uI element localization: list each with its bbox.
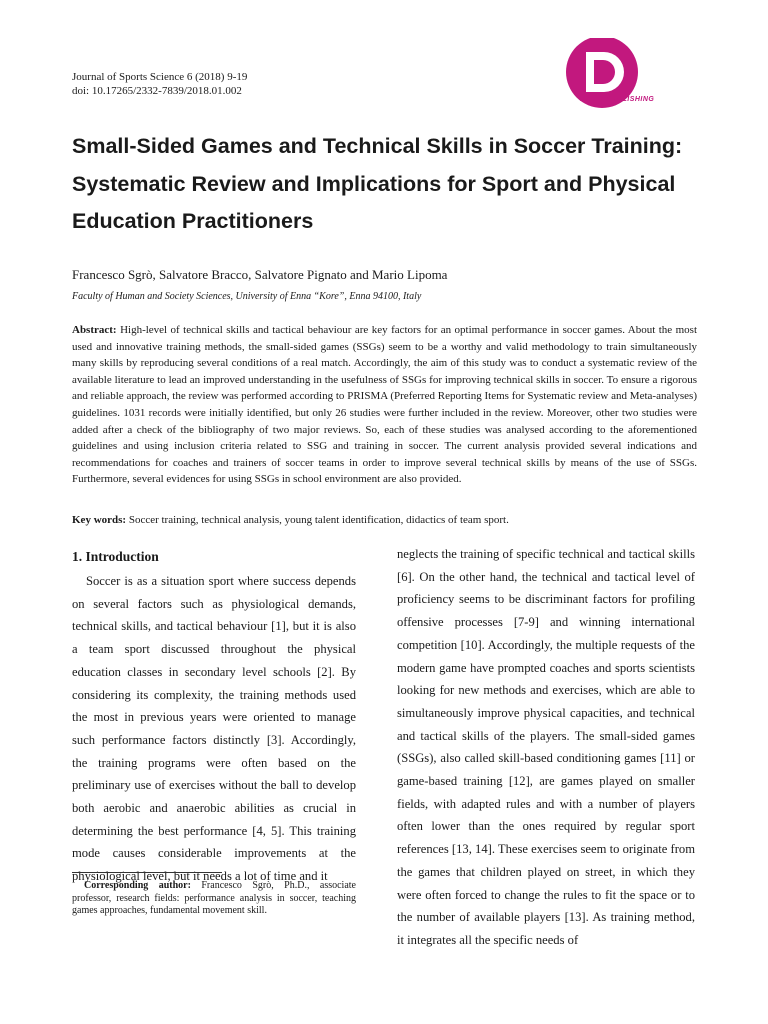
publisher-logo-text: DAVID PUBLISHING bbox=[580, 96, 655, 103]
corresponding-author-footnote bbox=[72, 880, 356, 918]
abstract bbox=[72, 322, 697, 488]
affiliation: Faculty of Human and Society Sciences, University of Enna “Kore”, Enna 94100, Italy bbox=[72, 291, 422, 302]
keywords bbox=[72, 513, 697, 527]
introduction-paragraph-left: Soccer is as a situation sport where success depends on several factors such as physiological demands, technical skills, and tactical behaviour [1], but it is also a team sport discussed throughout the physical education classes in secondary level schools [2]. By considering its complexity, the training methods used the most in previous years were oriented to manage such performance factors distinctly [3]. Accordingly, the training programs were often based on the preliminary use of exercises without the ball to develop both aerobic and anaerobic abilities as crucial in determining the best performance [4, 5]. This training mode causes considerable improvements at the physiological level, but it needs a lot of time and it bbox=[72, 574, 356, 884]
left-column bbox=[72, 546, 356, 888]
section-heading-introduction: 1. Introduction bbox=[72, 549, 159, 564]
abstract-label: Abstract: bbox=[72, 324, 117, 336]
introduction-paragraph-right: neglects the training of specific technical and tactical skills [6]. On the other hand, the technical and tactical level of proficiency seems to be discriminant factors for profiling offensive processes [7-9] and winning international competition [10]. Accordingly, the multiple requests of the modern game have prompted coaches and sports scientists looking for new methods and exercises, which are able to simultaneously improve physical capacities, and technical and tactical skills of the players. The small-sided games (SSGs), also called skill-based conditioning games [11] or game-based training [12], are games played on smaller fields, with adapted rules and with a number of players often lower than the ones required by regular sport references [13, 14]. These exercises seem to originate from the games that children played on street, in which they were often forced to change the rules to fit the space or to the number of available players [13]. As training method, it integrates all the specific needs of bbox=[397, 547, 695, 947]
paper-title: Small-Sided Games and Technical Skills in Soccer Training: Systematic Review and Implications for Sport and Physical Education Practitioners bbox=[72, 134, 683, 233]
keywords-label: Key words: bbox=[72, 514, 127, 526]
footnote-text: Francesco Sgrò, Ph.D., associate professor, research fields: performance analysis in soccer, teaching games approaches, fundamental movement skill. bbox=[72, 880, 356, 916]
footnote-divider bbox=[72, 872, 222, 873]
keywords-text: Soccer training, technical analysis, young talent identification, didactics of team sport. bbox=[128, 514, 509, 526]
doi-line: doi: 10.17265/2332-7839/2018.01.002 bbox=[72, 85, 242, 97]
journal-name-line: Journal of Sports Science 6 (2018) 9-19 bbox=[72, 71, 248, 83]
journal-citation bbox=[72, 70, 247, 98]
author-list: Francesco Sgrò, Salvatore Bracco, Salvatore Pignato and Mario Lipoma bbox=[72, 267, 448, 282]
footnote-label: Corresponding author: bbox=[84, 880, 191, 891]
right-column bbox=[397, 543, 695, 952]
abstract-text: High-level of technical skills and tactical behaviour are key factors for an optimal performance in soccer games. About the most used and innovative training methods, the small-sided games (SSGs) seem to be a worthy and valid methodology to train simultaneously many skills by reproducing several conditions of a real match. Accordingly, the aim of this study was to conduct a systematic review of the available literature to lead an improved understanding in the usefulness of SSGs for improving technical skills in soccer. To ensure a rigorous and reliable approach, the review was performed according to PRISMA (Preferred Reporting Items for Systematic review and Meta-analyses) guidelines. 1031 records were initially identified, but only 26 studies were further included in the review. Moreover, other two studies were added after a check of the bibliography of two major reviews. So, each of these studies was analysed according to the aforementioned guidelines and using inclusion criteria related to SSG and training in soccer. The current analysis provided several indications and recommendations for coaches and trainers of soccer teams in order to improve several technical skills by means of the use of SSGs. Furthermore, several evidences for using SSGs in school environment are also provided. bbox=[72, 324, 698, 486]
